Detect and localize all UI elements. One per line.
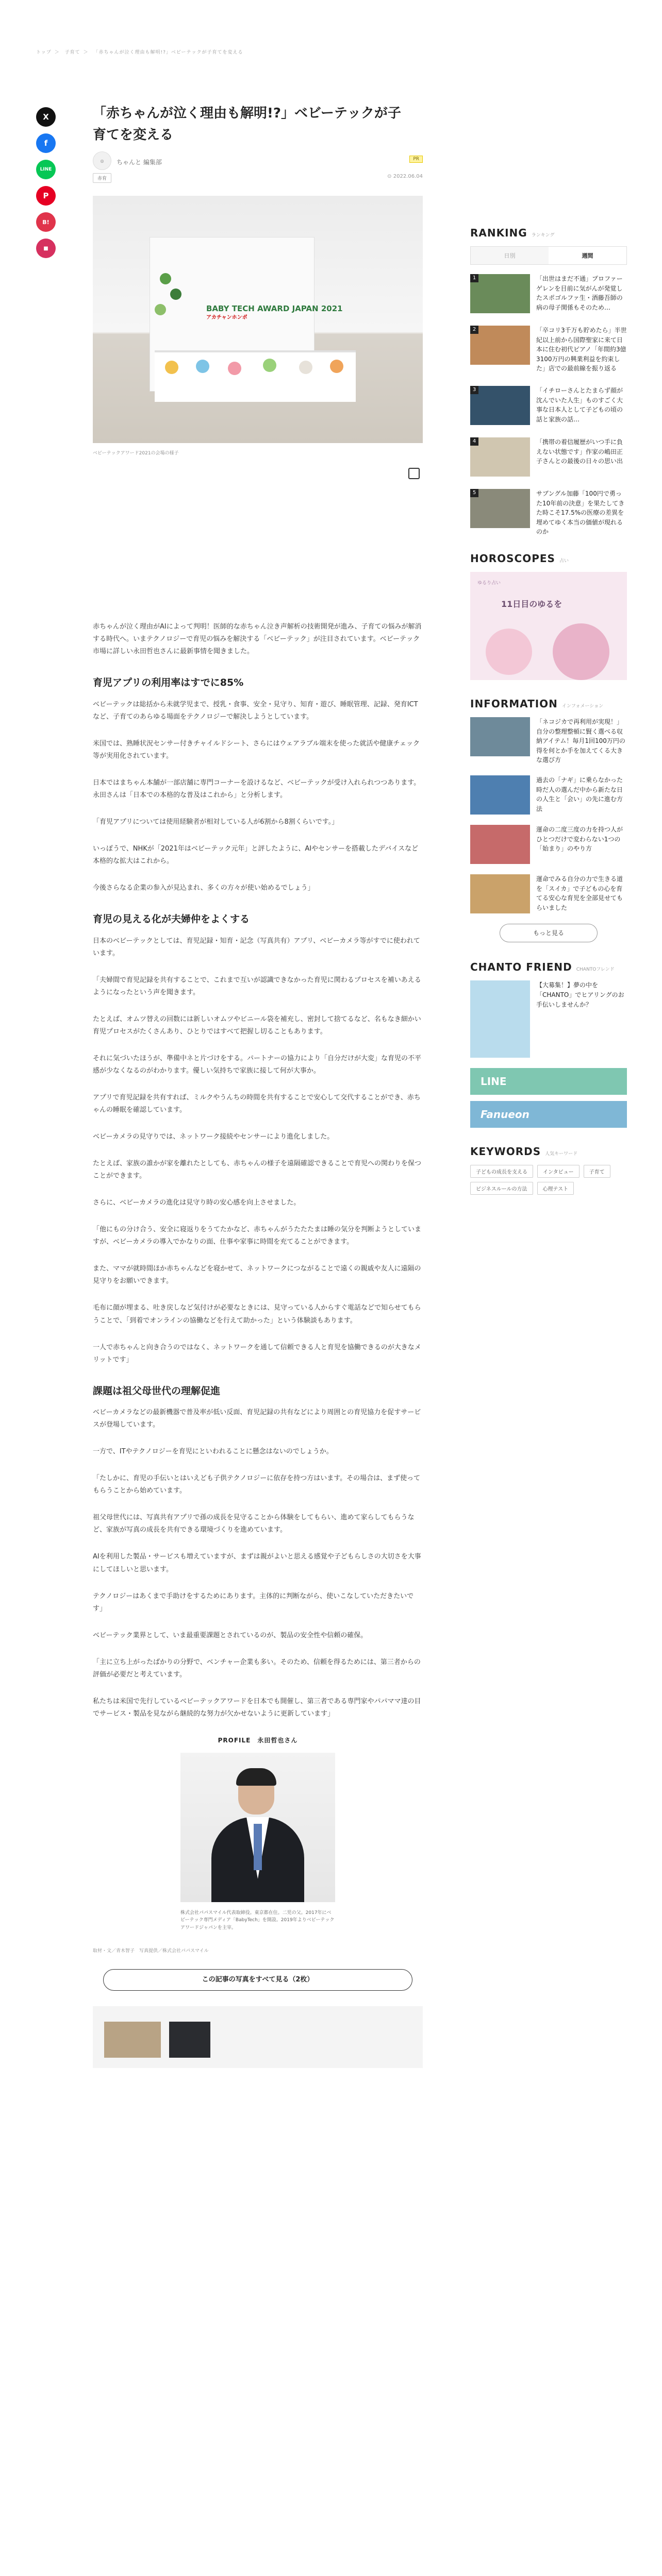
horoscopes-subtitle: 占い [559,558,569,564]
keyword-tag[interactable]: 子どもの成長を支える [470,1165,533,1178]
body-paragraph: 祖父母世代には、写真共有アプリで孫の成長を見守ることから体験をしてもらい、進めて家らしてもらうなど、家族が写真の成長を共有できる環境づくりを進めています。 [93,1514,415,1534]
body-paragraph: 「他にもの分け合う、安全に寝返りをうてたかなど、赤ちゃんがうたたたまは睡の気分を判断ようとしていますが、ベビーカメラの導入でかなりの面、仕事や家事に時間を充てることができます。 [93,1226,422,1246]
body-paragraph: 一方で、ITやテクノロジーを育児にといわれることに懸念はないのでしょうか。 [93,1448,333,1456]
decor-leaf [160,273,171,284]
ranking-list [470,274,627,537]
ranking-thumbnail [470,326,530,365]
line-share-button[interactable]: LINE [36,160,56,179]
keyword-list [470,1165,627,1195]
rank-number: 1 [470,274,478,282]
body-paragraph: テクノロジーはあくまで手助けをするためにあります。主体的に判断ながら、使いこなしていただきたいです」 [93,1592,414,1613]
information-item[interactable] [470,717,627,765]
intro-paragraph: 赤ちゃんが泣く理由がAIによって判明！医師的な赤ちゃん泣き声解析の技術開発が進み、子育ての悩みが解消する時代へ。いまテクノロジーで育児の悩みを解決する「ベビーテック」が注目されています。ベビーテック市場に詳しい永田哲也さんに最新事情を聞きました。 [93,623,422,656]
publish-date: ⊙ 2022.06.04 [387,174,423,179]
information-thumbnail [470,874,530,913]
information-title: 運命でみる自分の力で生きる道を「スイカ」で子どもの心を育てる安心な育児を全部見せてもらいました [536,875,623,911]
fanueon-banner[interactable]: Fanueon [470,1101,627,1128]
product-item [330,360,343,373]
body-paragraph: いっぽうで、NHKが「2021年はベビーテック元年」と評したように、AIやセンサーを搭載したデバイスなど本格的な拡大はこれから。 [93,844,419,866]
body-paragraph: 「育児アプリについては使用経験者が相対している人が6割から8割くらいです。」 [93,818,339,826]
chanto-text: 【大募集！】夢の中を「CHANTO」でヒアリングのお手伝いしませんか？ [536,981,624,1009]
body-paragraph: 米国では、熟睡状況センサー付きチャイルドシート、さらにはウェアラブル端末を使った就活や健康チェック等が実用化されています。 [93,739,420,760]
photo-tie [254,1824,262,1870]
information-thumbnail [470,717,530,756]
information-item[interactable] [470,825,627,864]
keyword-tag[interactable]: インタビュー [537,1165,580,1178]
product-item [165,361,178,374]
ranking-title: 「出世はまだ不通」プロファーゲレンを目前に気がんが発覚したスポゴルファ生・酒藤吾師の病の母子関係もそのため… [536,275,623,311]
ranking-item[interactable] [470,386,627,425]
pinterest-share-button[interactable]: P [36,186,56,206]
ranking-thumbnail [470,274,530,313]
booth-logo [206,304,343,321]
ranking-thumbnail [470,386,530,425]
article-body [93,621,423,2068]
ranking-thumbnail [470,489,530,528]
body-paragraph: 日本ではまちゃん本舗が一部店舗に専門コーナーを設けるなど、ベビーテックが受け入れられつつあります。永田さんは「日本での本格的な普及はこれから」と分析します。 [93,778,421,799]
section-heading: 育児の見える化が夫婦仲をよくする [93,913,250,925]
related-photos [93,2006,423,2068]
body-paragraph: 毛布に顔が埋まる、吐き戻しなど気付けが必要なときには、見守っている人からすぐ電話などで知らせてもらうことで、「到着でオンラインの協働などを行えて助かった」という体験談もあります。 [93,1304,421,1325]
body-paragraph: さらに、ベビーカメラの進化は見守り時の安心感を向上させました。 [93,1199,301,1207]
ranking-tabs [470,246,627,265]
ranking-title: サブングル加藤「100円で勇った10年前の決意」を果たしてきた時こそ17.5%の医療の差異を埋めてゆく本当の価値が現れるのか [536,489,625,536]
rank-number: 5 [470,489,478,497]
body-paragraph: 「たしかに、育児の手伝いとはいえども子供テクノロジーに依存を持つ方はいます。その場合は、まず使ってもらうことから始めています。 [93,1475,421,1495]
rank-number: 3 [470,386,478,394]
decor-circle [553,623,609,680]
photo-hair [236,1768,276,1786]
information-subtitle: インフォメーション [561,703,604,709]
keywords-subtitle: 人気キーワード [545,1151,578,1157]
breadcrumb-item-home[interactable]: トップ [36,50,52,55]
ranking-heading [470,227,627,239]
ranking-title: 「携帯の着信履歴がいつ手に負えない状態です」作家の嶋田正子さんとの最後の日々の思い出 [536,438,623,465]
decor-circle [486,629,532,675]
body-paragraph: 今後さらなる企業の参入が見込まれ、多くの方々が使い始めるでしょう」 [93,884,315,892]
keyword-tag[interactable]: 子育て [584,1165,610,1178]
body-paragraph: ベビーテックは総括から未就学児まで、授乳・食事、安全・見守り、知育・遊び、睡眠管理、記録、発育ICTなど、子育てのあらゆる場面をテクノロジーで解決しようとしています。 [93,700,418,721]
article-title: 「赤ちゃんが泣く理由も解明!?」ベビーテックが子育てを変える [93,106,401,143]
chanto-thumbnail [470,980,530,1058]
breadcrumb-item-category[interactable]: 子育て [64,50,80,55]
keywords-heading [470,1145,627,1158]
horoscopes-title: HOROSCOPES [470,552,555,565]
ranking-title: 「イチローさんとたまらず顔が沈んでいた人生」ものすごく大事な日本人として子どもの頃の話と家族の話… [536,386,623,423]
ranking-title: RANKING [470,227,527,239]
breadcrumb-item-current: 「赤ちゃんが泣く理由も解明!?」ベビーテックが子育てを変える [93,50,243,55]
ranking-thumbnail [470,437,530,477]
information-title: 運命の二度三度の力を持つ人がひとつだけで変わらない1つの「始まり」のやり方 [536,825,623,853]
keywords-title: KEYWORDS [470,1145,541,1158]
ranking-item[interactable] [470,489,627,537]
product-item [196,360,209,373]
information-thumbnail [470,775,530,815]
body-paragraph: ベビーカメラなどの最新機器で普及率が低い反面、育児記録の共有などにより周囲との育児協力を促すサービスが登場しています。 [93,1409,421,1429]
rank-number: 2 [470,326,478,334]
body-paragraph: AIを利用した製品・サービスも増えていますが、まずは親がよいと思える感覚や子どもらしさの大切さを大事にしてほしいと思います。 [93,1553,421,1573]
body-paragraph: アプリで育児記録を共有すれば、ミルクやうんちの時間を共有することで安心して交代することができ、赤ちゃんの睡眠を確認しています。 [93,1093,421,1114]
profile-box [93,1736,423,1931]
information-heading [470,698,627,710]
decor-leaf [170,289,181,300]
display-counter [155,350,356,402]
pr-badge: PR [409,156,423,163]
profile-description: 株式会社パパスマイル代表取締役。東京都在住。二児の父。2017年にベビーテック専門メディア「BabyTech」を開設。2019年よりベビーテックアワードジャパンを主宰。 [180,1910,335,1930]
body-paragraph: 「主に立ち上がったばかりの分野で、ベンチャー企業も多い。そのため、信頼を得るためには、第三者からの評価が必要だと考えています。 [93,1658,421,1679]
share-bar [36,107,57,265]
hero-caption: ベビーテックアワード2021の会場の様子 [93,451,179,456]
ranking-title: 「卒コリ3千万も貯めたら」半世紀以上前から国際聖家に来て日本に住む初代ピアノ「年間約3億3100万円の興業利益を約束した」店での最前線を振り返る [536,327,627,372]
article-credit: 取材・文／青木智子 写真提供／株式会社パパスマイル [93,1948,209,1954]
zoom-icon[interactable] [408,468,420,479]
body-paragraph: 一人で赤ちゃんと向き合うのではなく、ネットワークを通して信頼できる人と育児を協働できるのが大きなメリットです」 [93,1343,421,1364]
breadcrumb: トップ ＞ 子育て ＞ 「赤ちゃんが泣く理由も解明!?」ベビーテックが子育てを変える [36,50,243,55]
information-title: 「ネコジカで再利用が実現！」自分の整理整頓に賢く選べる収納アイテム！毎月1回100万円の得を何とか手を加えてくる大きな選び方 [536,718,625,764]
horoscopes-heading [470,552,627,565]
tab-daily[interactable]: 日別 [471,247,549,264]
body-paragraph: ベビーテック業界として、いま最重要課題とされているのが、製品の安全性や信頼の確保。 [93,1631,368,1639]
section-heading: 育児アプリの利用率はすでに85% [93,677,244,689]
body-paragraph: それに気づいたほうが、準備中ネと片づけをする。パートナーの協力により「自分だけが大変」な育児の不平感が少なくなるのがわかります。優しい気持ちで家族に接して何が大事か。 [93,1054,422,1075]
tab-weekly[interactable]: 週間 [549,247,626,264]
information-list [470,717,627,913]
related-thumbnail[interactable] [104,2022,161,2058]
booth-logo-text: BABY TECH AWARD JAPAN 2021 [206,304,343,313]
profile-title: PROFILE 永田哲也さん [218,1736,298,1744]
information-item[interactable] [470,874,627,913]
product-item [263,359,276,372]
chanto-friend-item[interactable] [470,980,627,1058]
information-item[interactable] [470,775,627,815]
product-item [299,361,312,374]
author-avatar: ◎ [93,151,111,170]
profile-photo[interactable] [180,1753,335,1902]
body-paragraph: たとえば、家族の誰かが家を離れたとしても、赤ちゃんの様子を遠隔確認できることで育児への関わりを保つことができます。 [93,1160,422,1180]
more-button[interactable]: もっと見る [500,924,598,942]
facebook-share-button[interactable]: f [36,133,56,153]
chanto-title: CHANTO FRIEND [470,960,572,973]
ranking-item[interactable] [470,437,627,477]
pocket-share-button[interactable]: ■ [36,239,56,258]
chanto-heading [470,961,627,973]
view-all-photos-button[interactable]: この記事の写真をすべて見る（2枚） [103,1969,412,1991]
section-heading: 課題は祖父母世代の理解促進 [93,1385,221,1397]
ranking-item[interactable] [470,326,627,374]
rank-number: 4 [470,437,478,446]
body-paragraph: また、ママが就時間ほか赤ちゃんなどを寝かせて、ネットワークにつながることで遠くの親戚や友人に遠隔の見守りをお願いできます。 [93,1265,421,1285]
sidebar [470,227,627,1195]
decor-leaf [155,304,166,315]
author-name[interactable]: ちゃんと 編集部 [117,159,162,166]
line-banner[interactable]: LINE [470,1068,627,1095]
information-title: 過去の「ナギ」に乗らなかった時だ人の選んだ中から新たな日の人生と「会い」の先に進む方法 [536,776,623,812]
body-paragraph: 私たちは米国で先行しているベビーテックアワードを日本でも開催し、第三者である専門家やパパママ達の目でサービス・製品を見ながら継続的な努力が欠かせないように更新しています」 [93,1697,421,1718]
keyword-tag[interactable]: 心理テスト [537,1182,574,1195]
horoscope-text: 11日目のゆるを [501,599,562,609]
article-sections [93,675,423,1720]
horoscope-banner[interactable] [470,572,627,680]
ranking-item[interactable] [470,274,627,313]
author-row [93,151,423,172]
hatena-share-button[interactable]: B! [36,212,56,232]
body-paragraph: 「夫婦間で育児記録を共有することで、これまで互いが認識できなかった育児に関わるプロセスを補いあえるようになったという声を聞きます。 [93,976,421,996]
body-paragraph: たとえば、オムツ替えの回数には新しいオムツやビニール袋を補充し、密封して捨てるなど、名もなき細かい育児プロセスがたくさんあり、ひとりではすべて把握し切ることもあります。 [93,1015,421,1036]
related-thumbnail[interactable] [169,2022,210,2058]
product-item [228,362,241,375]
chanto-subtitle: CHANTOフレンド [576,967,615,972]
horoscope-label: ゆるり占い [477,580,501,586]
body-paragraph: 日本のベビーテックとしては、育児記録・知育・記念（写真共有）アプリ、ベビーカメラ等がすでに使われています。 [93,937,420,957]
information-title: INFORMATION [470,697,558,710]
x-share-button[interactable]: X [36,107,56,127]
body-paragraph: ベビーカメラの見守りでは、ネットワーク接続やセンサーにより進化しました。 [93,1133,334,1141]
article-tag[interactable]: 赤育 [93,173,111,183]
hero-image[interactable] [93,196,423,443]
keyword-tag[interactable]: ビジネスルールの方法 [470,1182,533,1195]
booth-logo-sub: アカチャンホンポ [206,314,247,320]
information-thumbnail [470,825,530,864]
publish-date-text: 2022.06.04 [393,174,423,179]
ranking-subtitle: ランキング [531,233,555,238]
